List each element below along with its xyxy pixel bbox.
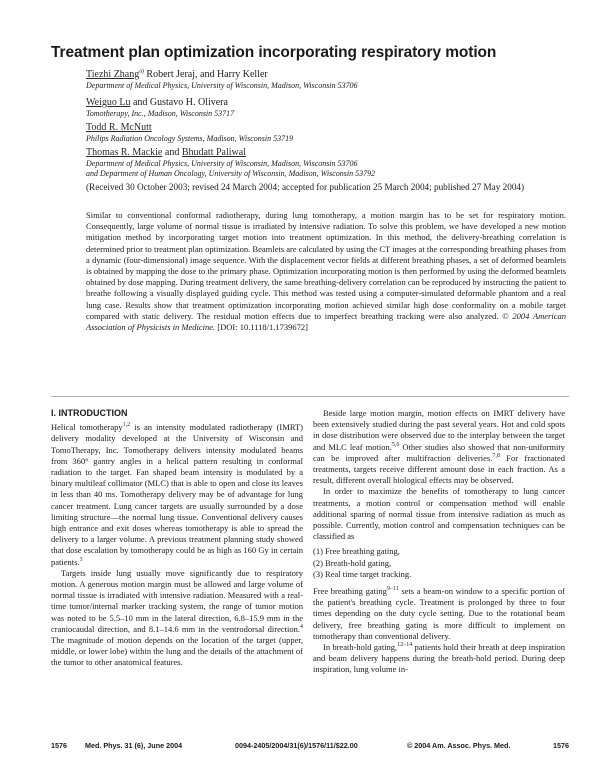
affiliation: and Department of Human Oncology, University of Wisconsin, Madison, Wisconsin 53792	[86, 169, 376, 178]
author-group	[86, 69, 566, 91]
author-link[interactable]: Thomas R. Mackie	[86, 147, 163, 158]
abstract-doi: [DOI: 10.1118/1.1739672]	[217, 322, 309, 333]
affiliation: Department of Medical Physics, University of Wisconsin, Madison, Wisconsin 53706	[86, 159, 358, 168]
body-paragraph: Helical tomotherapy$^{1,2}$ is an intensity modulated radiotherapy (IMRT) delivery modality developed at the University of Wisconsin and TomoTherapy, Inc. Tomotherapy delivers intensity modulated beams from 360° gantry angles in a helical pattern resulting in conformal radiation to the target. Fan shaped beam intensity is modulated by a binary multileaf collimator (MLC) that is able to open and close its leaves in less than 40 ms. Tomotherapy delivery may be of advantage for lung cancer treatment. Lung cancer targets are usually surrounded by a dose limiting structure—the normal lung tissue. Conventional delivery causes high entrance and exit doses whereas tomotherapy is able to spread the delivery to a larger volume. A previous treatment planning study showed that dose escalation by tomotherapy could be as high as 160 Gy in certain patients.$^3$	[51, 422, 303, 567]
author-group	[86, 122, 566, 144]
received-dates: (Received 30 October 2003; revised 24 March 2004; accepted for publication 25 March 2004; published 27 May 2004)	[86, 182, 525, 192]
abstract-text: Similar to conventional conformal radiotherapy, during lung tomotherapy, a motion margin has to be set for respiratory motion. Consequently, large volume of normal tissue is irradiated by intensive radiation. To solve this problem, we have developed a new motion mitigation method by incorporating target motion into treatment optimization. In this method, the delivery-breathing correlation is determined prior to treatment plan optimization. Beamlets are calculated by using the CT images at the corresponding breathing phases from a dynamic (four-dimensional) image sequence. With the displacement vector fields at different breathing phases, a set of deformed beamlets is obtained by mapping the dose to the primary phase. Optimization incorporating motion is then performed by using the deformed beamlets obtained by dose mapping. During treatment delivery, the same breathing-delivery correlation can be reproduced by instructing the patient to breathe following a visually displayed guiding cycle. This method was tested using a computer-simulated deformable phantom and a real lung case. Results show that treatment optimization incorporating motion achieved similar high dose conformality on a mobile target compared with static delivery. The residual motion effects due to imperfect breathing tracking were also analyzed.	[86, 210, 566, 321]
author-names	[86, 69, 566, 81]
author-text: a)	[139, 68, 144, 75]
section-heading: I. INTRODUCTION	[51, 408, 128, 418]
affiliation: Tomotherapy, Inc., Madison, Wisconsin 53717	[86, 109, 235, 118]
abstract	[86, 210, 566, 333]
footer-page-left: 1576	[51, 741, 67, 750]
body-paragraph: Targets inside lung usually move significantly due to respiratory motion. A generous motion margin must be allowed and large volume of normal tissue is irradiated with intensive radiation. Measured with a real-time tumor/internal marker tracking system, the range of tumor motion was noted to be 5.5–10 mm in the lateral direction, 6.8–15.9 mm in the craniocaudal direction, and 8.1–14.6 mm in the ventrodorsal direction.$^4$ The magnitude of motion depends on the location of the target (upper, middle, or lower lobe) within the lung and the details of the attachment of the tumor to other anatomical features.	[51, 567, 303, 668]
list-item: (2) Breath-hold gating,	[313, 557, 392, 568]
technique-list	[313, 546, 565, 580]
author-names	[86, 147, 566, 159]
author-group	[86, 97, 566, 119]
author-link[interactable]: Bhudatt Paliwal	[181, 147, 246, 158]
author-text: and	[162, 147, 182, 158]
divider-rule	[51, 396, 569, 397]
author-text: and Gustavo H. Olivera	[130, 97, 228, 108]
affiliation: Department of Medical Physics, University of Wisconsin, Madison, Wisconsin 53706	[86, 81, 358, 90]
affiliation: Philips Radiation Oncology Systems, Madison, Wisconsin 53719	[86, 134, 294, 143]
author-names	[86, 97, 566, 109]
citation-ref[interactable]: 1,2	[122, 422, 131, 429]
body-paragraph: Free breathing gating$^{9-11}$ sets a beam-on window to a specific portion of the patient's breathing cycle. Treatment is prolonged by three to four times depending on the duty cycle setting. Due to the rotational beam delivery, free breathing gating is more difficult to implement on tomotherapy than conventional delivery.	[313, 586, 565, 641]
citation-ref[interactable]: 4	[300, 624, 303, 631]
footer-page-right: 1576	[553, 741, 569, 750]
author-link[interactable]: Weiguo Lu	[86, 97, 131, 108]
author-link[interactable]: Tiezhi Zhang	[86, 69, 140, 80]
citation-ref[interactable]: 9–11	[386, 586, 399, 593]
abstract-copyright: © 2004 American Association of Physicists in Medicine.	[86, 310, 566, 333]
author-link[interactable]: Todd R. McNutt	[86, 122, 152, 133]
body-paragraph: In order to maximize the benefits of tomotherapy to lung cancer treatments, a motion control or compensation method will enable additional sparing of normal tissue from intensive radiation as much as possible. Currently, motion control and compensation techniques can be classified as	[313, 486, 565, 542]
paper-title: Treatment plan optimization incorporating respiratory motion	[51, 44, 497, 61]
body-paragraph: Beside large motion margin, motion effects on IMRT delivery have been extensively studied during the past several years. Hot and cold spots in dose distribution were observed due to the interplay between the target and MLC leaf motion.$^{5,6}$ Other studies also showed that non-uniformity can be improved after multifraction deliveries.$^{7,8}$ For fractionated treatments, targets receive different amount dose in each fraction. As a result, different overall biological effects may be observed.	[313, 408, 566, 486]
citation-ref[interactable]: 3	[79, 556, 83, 563]
author-names	[86, 122, 566, 134]
author-text: Robert Jeraj, and Harry Keller	[143, 69, 268, 80]
citation-ref[interactable]: 12–14	[397, 642, 413, 649]
citation-ref[interactable]: 5,6	[391, 441, 400, 448]
body-paragraph: In breath-hold gating,$^{12-14}$ patients hold their breath at deep inspiration and beam delivery happens during the breath-hold period. During deep inspiration, lung volume in-	[313, 642, 565, 675]
citation-ref[interactable]: 7,8	[492, 452, 500, 459]
footer-journal: Med. Phys. 31 (6), June 2004	[85, 741, 183, 750]
footer-code: 0094-2405/2004/31(6)/1576/11/$22.00	[235, 741, 358, 750]
list-item: (1) Free breathing gating,	[313, 546, 400, 557]
author-group	[86, 147, 566, 179]
right-column	[313, 408, 565, 676]
list-item: (3) Real time target tracking.	[313, 568, 412, 579]
footer-copyright: © 2004 Am. Assoc. Phys. Med.	[407, 741, 511, 750]
left-column	[51, 408, 303, 669]
